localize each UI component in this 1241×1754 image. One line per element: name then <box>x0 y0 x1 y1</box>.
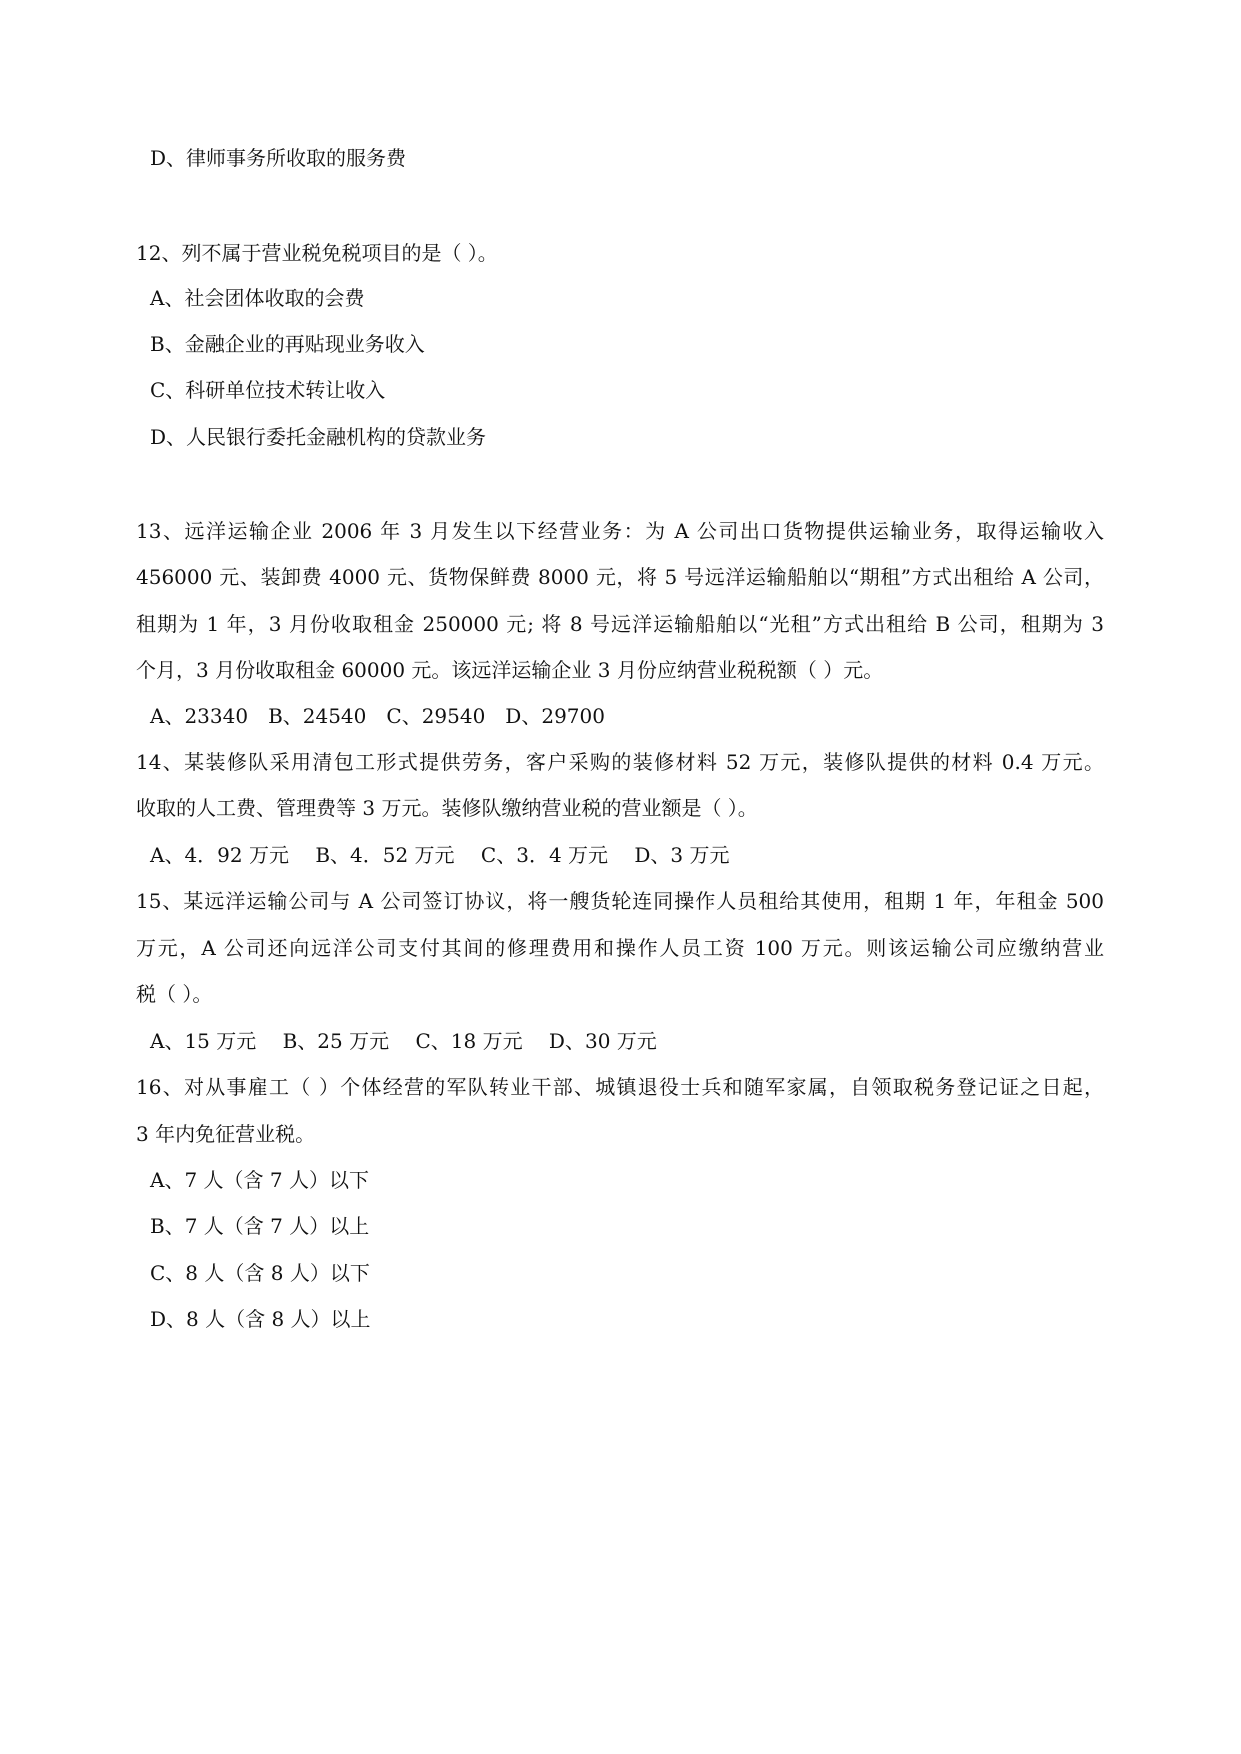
question-13-line-4: 个月，3 月份收取租金 60000 元。该远洋运输企业 3 月份应纳营业税税额（ ）元。 <box>136 658 884 682</box>
question-13-line-2: 456000 元、装卸费 4000 元、货物保鲜费 8000 元，将 5 号远洋运输船舶以“期租”方式出租给 A 公司， <box>136 565 1104 589</box>
question-14-options: A、4．92 万元 B、4．52 万元 C、3．4 万元 D、3 万元 <box>150 843 730 867</box>
question-12-option-a: A、社会团体收取的会费 <box>150 286 365 310</box>
question-12-option-c: C、科研单位技术转让收入 <box>150 378 386 402</box>
question-16-option-d: D、8 人（含 8 人）以上 <box>150 1307 371 1331</box>
question-16-option-b: B、7 人（含 7 人）以上 <box>150 1214 370 1238</box>
question-16-line-2: 3 年内免征营业税。 <box>136 1122 316 1146</box>
question-16-option-a: A、7 人（含 7 人）以下 <box>150 1168 369 1192</box>
question-13-line-3: 租期为 1 年，3 月份收取租金 250000 元; 将 8 号远洋运输船舶以“光租”方式出租给 B 公司，租期为 3 <box>136 612 1104 636</box>
question-13-line-1: 13、远洋运输企业 2006 年 3 月发生以下经营业务：为 A 公司出口货物提供运输业务，取得运输收入 <box>136 519 1104 543</box>
question-15-line-3: 税（ ）。 <box>136 982 213 1006</box>
question-16-option-c: C、8 人（含 8 人）以下 <box>150 1261 370 1285</box>
question-15-options: A、15 万元 B、25 万元 C、18 万元 D、30 万元 <box>150 1029 657 1053</box>
question-15-line-2: 万元，A 公司还向远洋公司支付其间的修理费用和操作人员工资 100 万元。则该运输公司应缴纳营业 <box>136 936 1104 960</box>
question-12-option-b: B、金融企业的再贴现业务收入 <box>150 332 425 356</box>
question-13-options: A、23340 B、24540 C、29540 D、29700 <box>150 704 605 728</box>
question-12-line-1: 12、列不属于营业税免税项目的是（ ）。 <box>136 241 498 265</box>
question-14-line-2: 收取的人工费、管理费等 3 万元。装修队缴纳营业税的营业额是（ ）。 <box>136 796 758 820</box>
question-14-line-1: 14、某装修队采用清包工形式提供劳务，客户采购的装修材料 52 万元，装修队提供的材料 0.4 万元。 <box>136 750 1104 774</box>
question-16-line-1: 16、对从事雇工（ ）个体经营的军队转业干部、城镇退役士兵和随军家属，自领取税务登记证之日起， <box>136 1075 1104 1099</box>
question-15-line-1: 15、某远洋运输公司与 A 公司签订协议，将一艘货轮连同操作人员租给其使用，租期 1 年，年租金 500 <box>136 889 1104 913</box>
option-text: D、律师事务所收取的服务费 <box>150 146 407 170</box>
question-12-option-d: D、人民银行委托金融机构的贷款业务 <box>150 425 487 449</box>
